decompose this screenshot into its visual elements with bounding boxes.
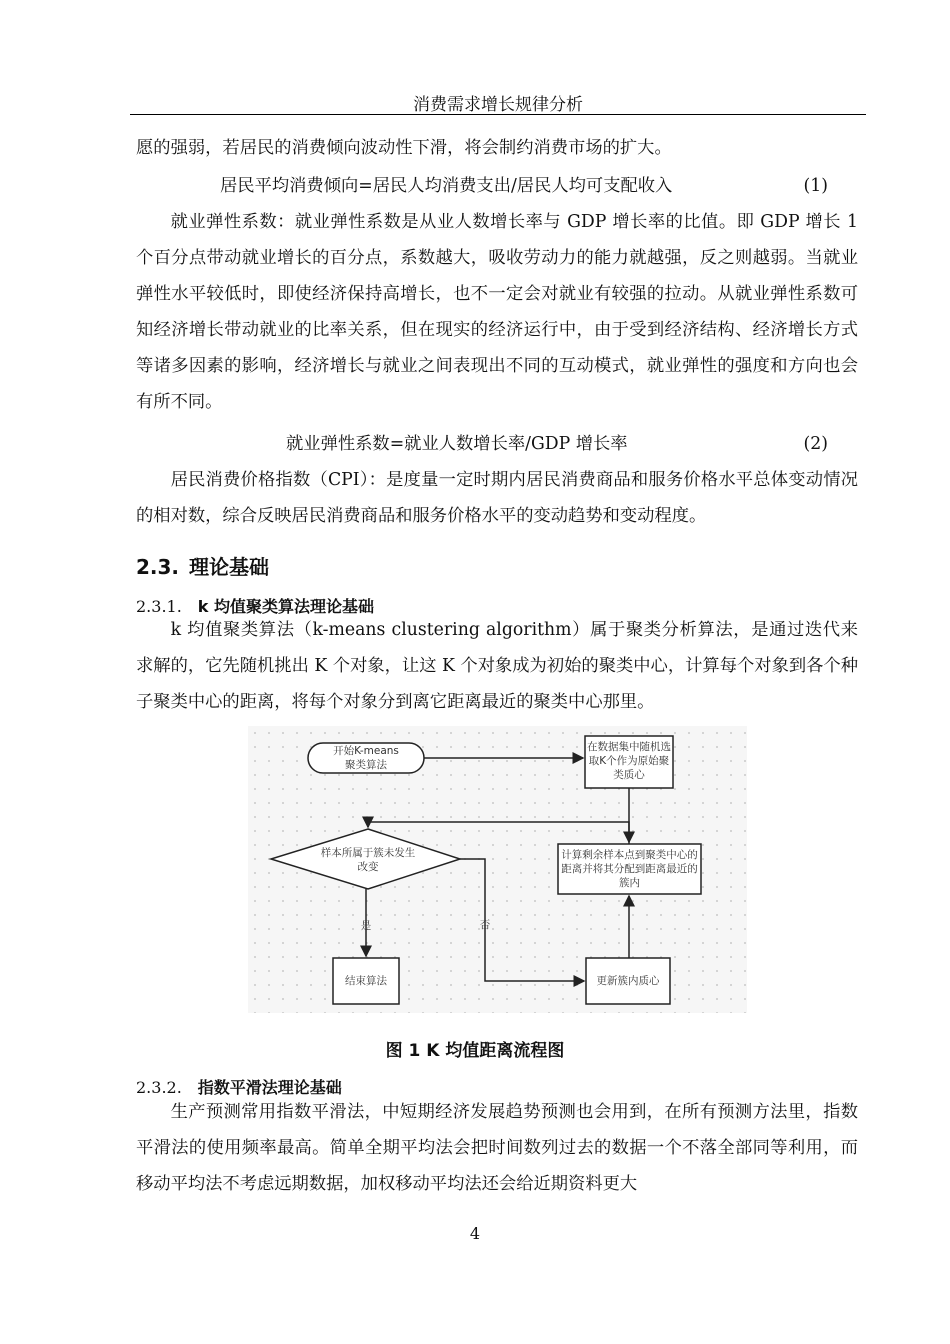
init-label-line-1: 在数据集中随机选 (587, 741, 671, 753)
page-number: 4 (469, 1224, 481, 1243)
formula-2-text: 就业弹性系数=就业人数增长率/GDP 增长率 (286, 434, 628, 454)
start-node-label (308, 744, 424, 772)
no-label: 否 (479, 919, 491, 931)
figure-caption: 图 1 K 均值距离流程图 (385, 1041, 565, 1061)
section-title: 理论基础 (189, 555, 270, 579)
paragraph-employment-elasticity: 就业弹性系数：就业弹性系数是从业人数增长率与 GDP 增长率的比值。即 GDP 增长 1 个百分点带动就业增长的百分点，系数越大，吸收劳动力的能力就越强，反之则越弱。当就业弹性水平较低时，即使经济保持高增长，也不一定会对就业有较强的拉动。从就业弹性系数可知经济增长带动就业的比率关系，但在现实的经济运行中，由于受到经济结构、经济增长方式等诸多因素的影响，经济增长与就业之间表现出不同的互动模式，就业弹性的强度和方向也会有所不同。 (136, 212, 858, 412)
paragraph-exponential-smoothing: 生产预测常用指数平滑法，中短期经济发展趋势预测也会用到，在所有预测方法里，指数平滑法的使用频率最高。简单全期平均法会把时间数列过去的数据一个不落全部同等利用，而移动平均法不考虑远期数据，加权移动平均法还会给近期资料更大 (136, 1102, 858, 1194)
subsection-title: k 均值聚类算法理论基础 (197, 597, 375, 616)
compute-label-line-1: 计算剩余样本点到聚类中心的 (561, 849, 698, 861)
running-header: 消费需求增长规律分析 (413, 95, 583, 115)
end-node-label: 结束算法 (345, 975, 387, 987)
formula-1 (136, 168, 858, 204)
start-label-line-2: 聚类算法 (345, 759, 387, 771)
update-node-label: 更新簇内质心 (596, 975, 660, 987)
paragraph-kmeans: k 均值聚类算法（k-means clustering algorithm）属于聚类分析算法，是通过迭代来求解的，它先随机挑出 K 个对象，让这 K 个对象成为初始的聚类中心，计算每个对象到各个种子聚类中心的距离，将每个对象分到离它距离最近的聚类中心那里。 (136, 620, 858, 712)
paragraph-continuation: 愿的强弱，若居民的消费倾向波动性下滑，将会制约消费市场的扩大。 (136, 138, 672, 158)
header-rule (130, 114, 866, 115)
section-number: 2.3. (136, 555, 180, 579)
init-label-line-2: 取K个作为原始聚 (588, 755, 670, 767)
compute-node-label (558, 848, 701, 890)
formula-2 (136, 426, 858, 462)
formula-2-number: (2) (803, 434, 828, 454)
start-label-line-1: 开始K-means (333, 745, 399, 757)
decision-node-label (308, 846, 428, 874)
subsection-number: 2.3.2. (136, 1078, 182, 1097)
init-label-line-3: 类质心 (613, 769, 645, 781)
compute-label-line-2: 距离并将其分配到距离最近的 (561, 863, 698, 875)
decision-label-line-2: 改变 (357, 861, 379, 873)
yes-label: 是 (360, 920, 372, 932)
subsection-title: 指数平滑法理论基础 (197, 1078, 342, 1097)
subsection-number: 2.3.1. (136, 597, 182, 616)
init-node-label (585, 740, 673, 782)
kmeans-flowchart (248, 726, 747, 1013)
paragraph-cpi: 居民消费价格指数（CPI）：是度量一定时期内居民消费商品和服务价格水平总体变动情况的相对数，综合反映居民消费商品和服务价格水平的变动趋势和变动程度。 (136, 470, 858, 526)
section-heading-2-3 (136, 551, 279, 580)
decision-label-line-1: 样本所属于簇未发生 (320, 847, 416, 859)
compute-label-line-3: 簇内 (619, 877, 640, 889)
formula-1-number: (1) (803, 176, 828, 196)
formula-1-text: 居民平均消费倾向=居民人均消费支出/居民人均可支配收入 (220, 176, 673, 196)
